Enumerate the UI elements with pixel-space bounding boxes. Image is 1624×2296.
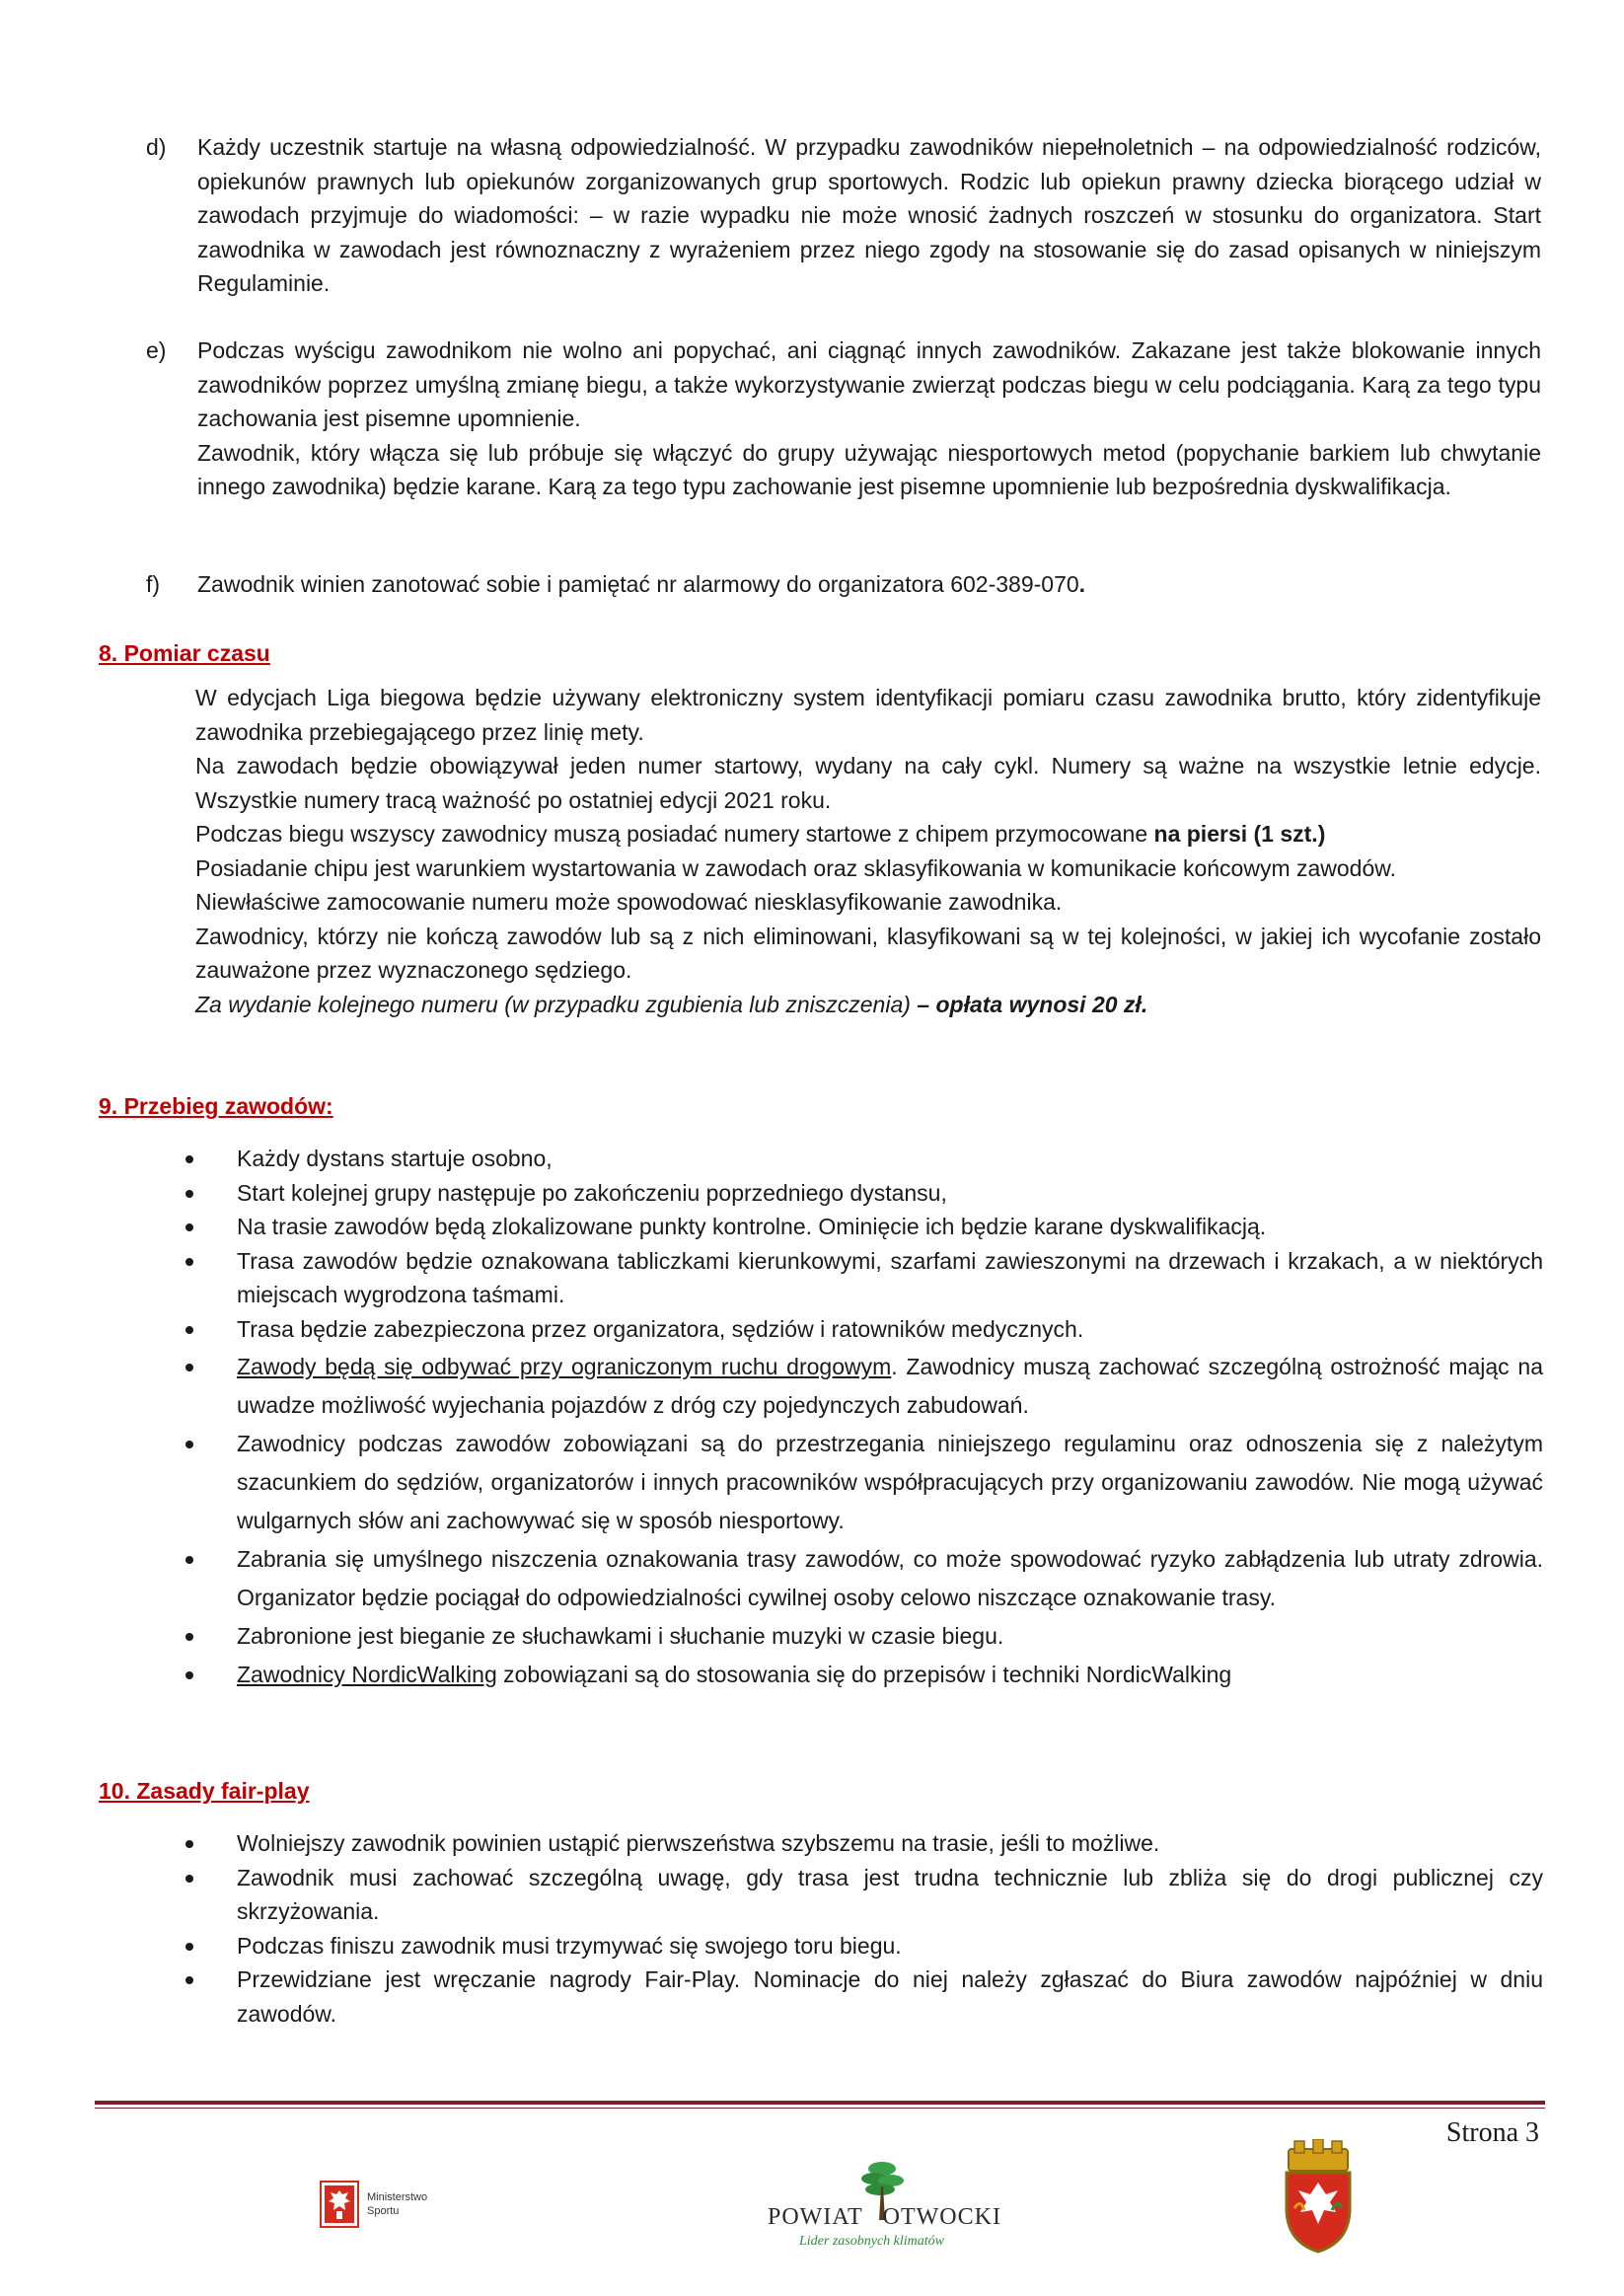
section-8-body [195,681,1541,1021]
bullet-icon [185,1840,193,1848]
ministry-of-sport-logo [320,2181,458,2230]
section-8-heading: 8. Pomiar czasu [99,640,270,666]
list-item: Każdy dystans startuje osobno, [185,1142,1543,1176]
bib-paragraph: Na zawodach będzie obowiązywał jeden numer startowy, wydany na cały cykl. Numery są ważne na wszystkie letnie edycje. Wszystkie numery tracą ważność po ostatniej edycji 2021 roku. [195,753,1541,813]
fee-paragraph: Za wydanie kolejnego numeru (w przypadku zgubienia lub zniszczenia) [195,991,918,1017]
page-number: Strona 3 [1445,2117,1539,2148]
bullet-icon [185,1943,193,1951]
list-item: Zawodnicy podczas zawodów zobowiązani są do przestrzegania niniejszego regulaminu oraz odnoszenia się z należytym szacunkiem do sędziów, organizatorów i innych pracowników współpracujących przy organizowaniu zawodów. Nie mogą używać wulgarnych słów ani zachowywać się w sposób niesportowy. [185,1425,1543,1540]
bullet-icon [185,1671,193,1679]
item-e-paragraph-2: Zawodnik, który włącza się lub próbuje się włączyć do grupy używając niesportowych metod (popychanie barkiem lub chwytanie innego zawodnika) będzie karane. Karą za tego typu zachowanie jest pisemne upomnienie lub bezpośrednia dyskwalifikacja. [197,439,1541,499]
section-9-heading: 9. Przebieg zawodów: [99,1093,333,1119]
list-item: Wolniejszy zawodnik powinien ustąpić pierwszeństwa szybszemu na trasie, jeśli to możliwe. [185,1826,1543,1861]
list-item: Trasa będzie zabezpieczona przez organizatora, sędziów i ratowników medycznych. [185,1312,1543,1347]
item-label: e) [146,337,167,363]
bullet-icon [185,1364,193,1371]
powiat-name: POWIAT OTWOCKI [768,2204,1001,2230]
chip-paragraph: Podczas biegu wszyscy zawodnicy muszą posiadać numery startowe z chipem przymocowane [195,821,1154,847]
item-label: f) [146,571,161,597]
timing-paragraph: W edycjach Liga biegowa będzie używany elektroniczny system identyfikacji pomiaru czasu zawodnika brutto, który zidentyfikuje zawodnika przebiegającego przez linię mety. [195,685,1541,745]
bullet-icon [185,1326,193,1334]
list-item: Zawodnik musi zachować szczególną uwagę, gdy trasa jest trudna technicznie lub zbliża się do drogi publicznej czy skrzyżowania. [185,1861,1543,1929]
section-10-heading: 10. Zasady fair-play [99,1778,310,1804]
list-item: Zawodnicy NordicWalking zobowiązani są do stosowania się do przepisów i techniki NordicWalking [185,1656,1543,1694]
list-item: Trasa zawodów będzie oznakowana tabliczkami kierunkowymi, szarfami zawieszonymi na drzewach i krzakach, a w niektórych miejscach wygrodzona taśmami. [185,1244,1543,1312]
list-item-f [146,567,1541,602]
item-f-text: Zawodnik winien zanotować sobie i pamiętać nr alarmowy do organizatora 602-389-070 [197,571,1079,597]
list-item: Przewidziane jest wręczanie nagrody Fair-Play. Nominacje do niej należy zgłaszać do Biura zawodów najpóźniej w dniu zawodów. [185,1963,1543,2031]
list-item: Zabronione jest bieganie ze słuchawkami i słuchanie muzyki w czasie biegu. [185,1617,1543,1656]
ministry-name-line-2: Sportu [367,2205,400,2217]
item-d-paragraph: Każdy uczestnik startuje na własną odpowiedzialność. W przypadku zawodników niepełnoletnich – na odpowiedzialność rodziców, opiekunów prawnych lub opiekunów zorganizowanych grup sportowych. Rodzic lub opiekun prawny dziecka biorącego udział w zawodach przyjmuje do wiadomości: – w razie wypadku nie może wnosić żadnych roszczeń w stosunku do organizatora. Start zawodnika w zawodach jest równoznaczny z wyrażeniem przez niego zgody na stosowanie się do zasad opisanych w niniejszym Regulaminie. [197,134,1541,296]
section-9-list [185,1142,1543,1346]
list-item-d [146,130,1541,301]
bullet-icon [185,1976,193,1984]
list-item: Start kolejnej grupy następuje po zakończeniu poprzedniego dystansu, [185,1176,1543,1211]
powiat-otwocki-logo [762,2157,1008,2256]
bullet-icon [185,1223,193,1231]
bullet-icon [185,1875,193,1883]
list-item: Podczas finiszu zawodnik musi trzymywać się swojego toru biegu. [185,1929,1543,1963]
list-item-e [146,333,1541,504]
item-e-paragraph-1: Podczas wyścigu zawodnikom nie wolno ani popychać, ani ciągnąć innych zawodników. Zakazane jest także blokowanie innych zawodników poprzez umyślną zmianę biegu, a także wykorzystywanie zwierząt podczas biegu w celu podciągania. Karą za tego typu zachowania jest pisemne upomnienie. [197,337,1541,431]
otwock-coat-of-arms-icon [1281,2139,1356,2254]
bullet-icon [185,1258,193,1266]
item-label: d) [146,134,167,160]
list-item: Zawody będą się odbywać przy ograniczonym ruchu drogowym. Zawodnicy muszą zachować szczególną ostrożność mając na uwadze możliwość wyjechania pojazdów z dróg czy pojedynczych zabudowań. [185,1348,1543,1425]
bullet-icon [185,1556,193,1564]
nordic-link-text: Zawodnicy NordicWalking [237,1662,497,1687]
section-9-list-continued [185,1348,1543,1694]
chip-placement: na piersi (1 szt.) [1153,821,1326,847]
section-10-list [185,1826,1543,2031]
traffic-link-text: Zawody będą się odbywać przy ograniczonym ruchu drogowym [237,1354,892,1379]
bullet-icon [185,1441,193,1448]
list-item: Na trasie zawodów będą zlokalizowane punkty kontrolne. Ominięcie ich będzie karane dyskwalifikacją. [185,1210,1543,1244]
bullet-icon [185,1190,193,1198]
powiat-tagline: Lider zasobnych klimatów [799,2234,944,2249]
bib-mounting: Niewłaściwe zamocowanie numeru może spowodować niesklasyfikowanie zawodnika. [195,889,1063,915]
chip-requirement: Posiadanie chipu jest warunkiem wystartowania w zawodach oraz sklasyfikowania w komunikacie końcowym zawodów. [195,854,1397,881]
bullet-icon [185,1633,193,1641]
fee-amount: – opłata wynosi 20 zł. [917,991,1148,1017]
withdrawal-paragraph: Zawodnicy, którzy nie kończą zawodów lub są z nich eliminowani, klasyfikowani są w tej kolejności, w jakiej ich wycofanie zostało zauważone przez wyznaczonego sędziego. [195,923,1541,983]
item-f-period: . [1078,571,1086,597]
ministry-name-line-1: Ministerstwo [367,2191,428,2203]
footer-rule-thin [95,2108,1545,2109]
polish-eagle-icon [320,2181,359,2228]
list-item: Zabrania się umyślnego niszczenia oznakowania trasy zawodów, co może spowodować ryzyko zabłądzenia lub utraty zdrowia. Organizator będzie pociągał do odpowiedzialności cywilnej osoby celowo niszczące oznakowanie trasy. [185,1540,1543,1617]
footer-rule-thick [95,2101,1545,2105]
bullet-icon [185,1155,193,1163]
